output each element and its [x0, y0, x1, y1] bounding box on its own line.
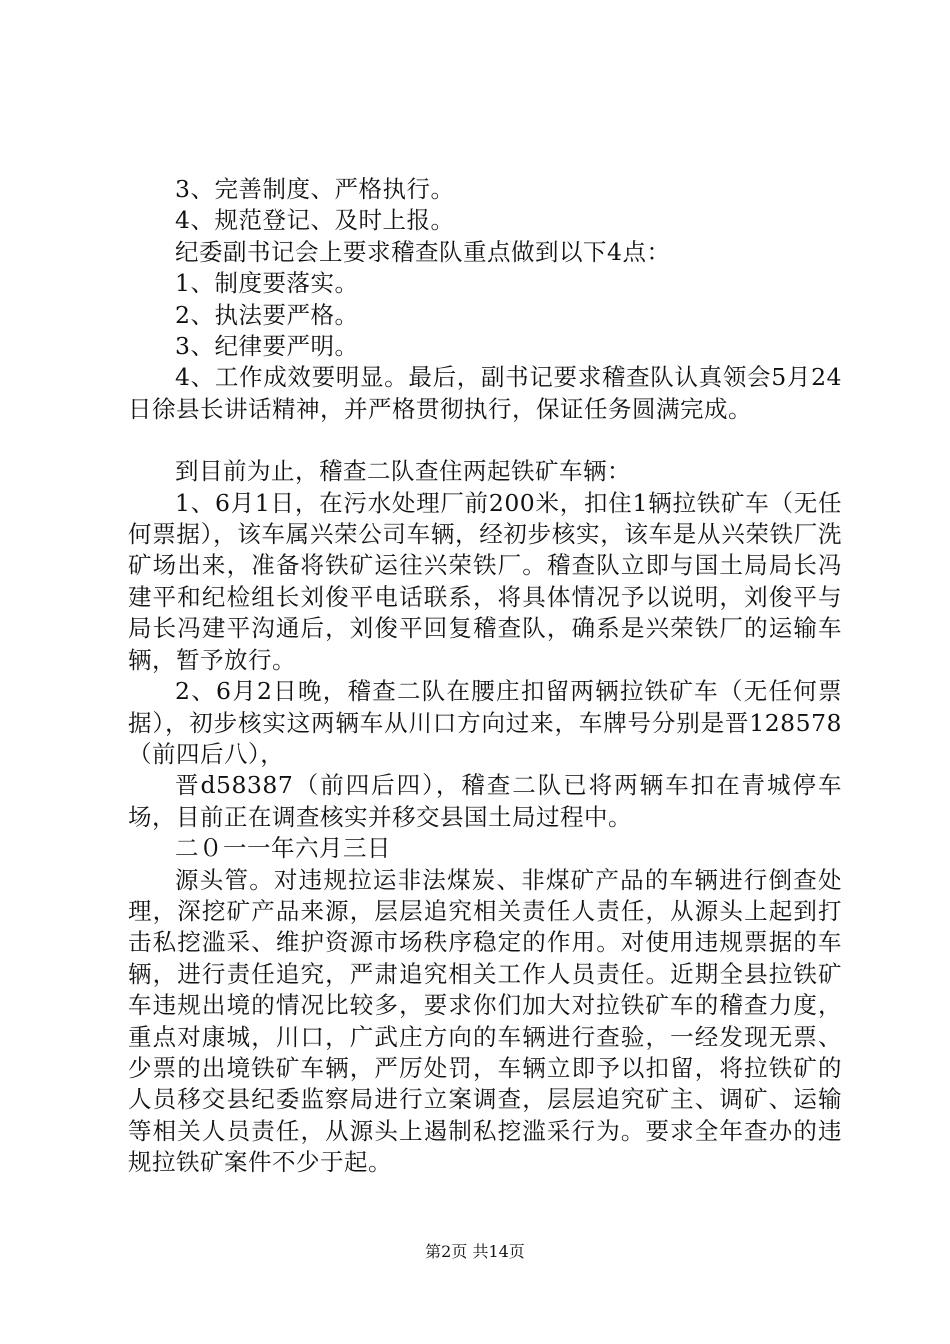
- document-body: [128, 174, 842, 1179]
- paragraph: 纪委副书记会上要求稽查队重点做到以下4点：: [175, 237, 671, 266]
- paragraph: 4、规范登记、及时上报。: [175, 206, 455, 235]
- paragraph: 3、纪律要严明。: [175, 332, 359, 361]
- paragraph: 到目前为止，稽查二队查住两起铁矿车辆：: [175, 457, 631, 486]
- paragraph: 2、执法要严格。: [175, 300, 359, 329]
- paragraph: 晋d58387（前四后四），稽查二队已将两辆车扣在青城停车场，目前正在调查核实并移交县国土局过程中。: [128, 771, 842, 831]
- page-number-footer: 第2页 共14页: [425, 1242, 525, 1261]
- paragraph: 3、完善制度、严格执行。: [175, 175, 455, 203]
- paragraph: 2、6月2日晚，稽查二队在腰庄扣留两辆拉铁矿车（无任何票据），初步核实这两辆车从川口方向过来，车牌号分别是晋128578（前四后八），: [128, 677, 842, 768]
- paragraph: 4、工作成效要明显。最后，副书记要求稽查队认真领会5月24日徐县长讲话精神，并严格贯彻执行，保证任务圆满完成。: [128, 363, 842, 423]
- date-line: 二０一一年六月三日: [175, 834, 391, 863]
- paragraph-spacer: [128, 425, 842, 456]
- paragraph: 源头管。对违规拉运非法煤炭、非煤矿产品的车辆进行倒查处理，深挖矿产品来源，层层追究相关责任人责任，从源头上起到打击私挖滥采、维护资源市场秩序稳定的作用。对使用违规票据的车辆，进行责任追究，严肃追究相关工作人员责任。近期全县拉铁矿车违规出境的情况比较多，要求你们加大对拉铁矿车的稽查力度，重点对康城，川口，广武庄方向的车辆进行查验，一经发现无票、少票的出境铁矿车辆，严厉处罚，车辆立即予以扣留，将拉铁矿的人员移交县纪委监察局进行立案调查，层层追究矿主、调矿、运输等相关人员责任，从源头上遏制私挖滥采行为。要求全年查办的违规拉铁矿案件不少于起。: [128, 865, 842, 1177]
- paragraph: 1、6月1日，在污水处理厂前200米，扣住1辆拉铁矿车（无任何票据），该车属兴荣公司车辆，经初步核实，该车是从兴荣铁厂洗矿场出来，准备将铁矿运往兴荣铁厂。稽查队立即与国土局局长冯建平和纪检组长刘俊平电话联系，将具体情况予以说明，刘俊平与局长冯建平沟通后，刘俊平回复稽查队，确系是兴荣铁厂的运输车辆，暂予放行。: [128, 488, 842, 674]
- paragraph: 1、制度要落实。: [175, 269, 359, 298]
